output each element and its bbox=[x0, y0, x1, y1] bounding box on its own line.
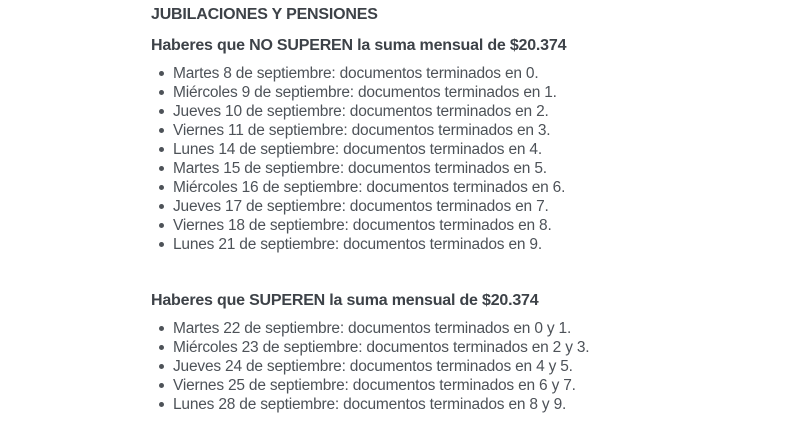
bullet-icon bbox=[159, 109, 164, 114]
list-item-text: Martes 15 de septiembre: documentos terminados en 5. bbox=[173, 160, 547, 177]
bullet-icon bbox=[159, 223, 164, 228]
bullet-icon bbox=[159, 71, 164, 76]
bullet-icon bbox=[159, 383, 164, 388]
list-item bbox=[151, 197, 565, 216]
bullet-icon bbox=[159, 402, 164, 407]
list-item-text: Jueves 10 de septiembre: documentos terminados en 2. bbox=[173, 103, 549, 120]
list-item bbox=[151, 376, 589, 395]
bullet-icon bbox=[159, 345, 164, 350]
list-item bbox=[151, 64, 565, 83]
bullet-icon bbox=[159, 242, 164, 247]
list-item-text: Miércoles 9 de septiembre: documentos terminados en 1. bbox=[173, 84, 557, 101]
list-item bbox=[151, 357, 589, 376]
list-item-text: Lunes 14 de septiembre: documentos terminados en 4. bbox=[173, 141, 542, 158]
schedule-list-no-superen bbox=[151, 64, 565, 254]
group-heading-no-superen: Haberes que NO SUPEREN la suma mensual de $20.374 bbox=[151, 37, 567, 54]
list-item bbox=[151, 178, 565, 197]
list-item-text: Lunes 28 de septiembre: documentos terminados en 8 y 9. bbox=[173, 396, 567, 413]
list-item-text: Viernes 18 de septiembre: documentos terminados en 8. bbox=[173, 217, 552, 234]
bullet-icon bbox=[159, 147, 164, 152]
list-item bbox=[151, 216, 565, 235]
list-item bbox=[151, 140, 565, 159]
list-item bbox=[151, 83, 565, 102]
schedule-list-superen bbox=[151, 319, 589, 414]
list-item-text: Jueves 17 de septiembre: documentos terminados en 7. bbox=[173, 198, 549, 215]
bullet-icon bbox=[159, 128, 164, 133]
bullet-icon bbox=[159, 364, 164, 369]
list-item-text: Viernes 11 de septiembre: documentos terminados en 3. bbox=[173, 122, 551, 139]
list-item-text: Martes 8 de septiembre: documentos terminados en 0. bbox=[173, 65, 539, 82]
list-item bbox=[151, 235, 565, 254]
list-item bbox=[151, 319, 589, 338]
list-item bbox=[151, 121, 565, 140]
list-item-text: Miércoles 23 de septiembre: documentos terminados en 2 y 3. bbox=[173, 339, 590, 356]
bullet-icon bbox=[159, 185, 164, 190]
list-item-text: Miércoles 16 de septiembre: documentos terminados en 6. bbox=[173, 179, 566, 196]
group-heading-superen: Haberes que SUPEREN la suma mensual de $20.374 bbox=[151, 292, 539, 309]
list-item-text: Martes 22 de septiembre: documentos terminados en 0 y 1. bbox=[173, 320, 572, 337]
bullet-icon bbox=[159, 326, 164, 331]
bullet-icon bbox=[159, 204, 164, 209]
list-item bbox=[151, 159, 565, 178]
bullet-icon bbox=[159, 90, 164, 95]
bullet-icon bbox=[159, 166, 164, 171]
list-item bbox=[151, 102, 565, 121]
list-item-text: Lunes 21 de septiembre: documentos terminados en 9. bbox=[173, 236, 542, 253]
list-item-text: Viernes 25 de septiembre: documentos terminados en 6 y 7. bbox=[173, 377, 576, 394]
section-title: JUBILACIONES Y PENSIONES bbox=[151, 6, 378, 23]
list-item bbox=[151, 395, 589, 414]
list-item bbox=[151, 338, 589, 357]
list-item-text: Jueves 24 de septiembre: documentos terminados en 4 y 5. bbox=[173, 358, 573, 375]
